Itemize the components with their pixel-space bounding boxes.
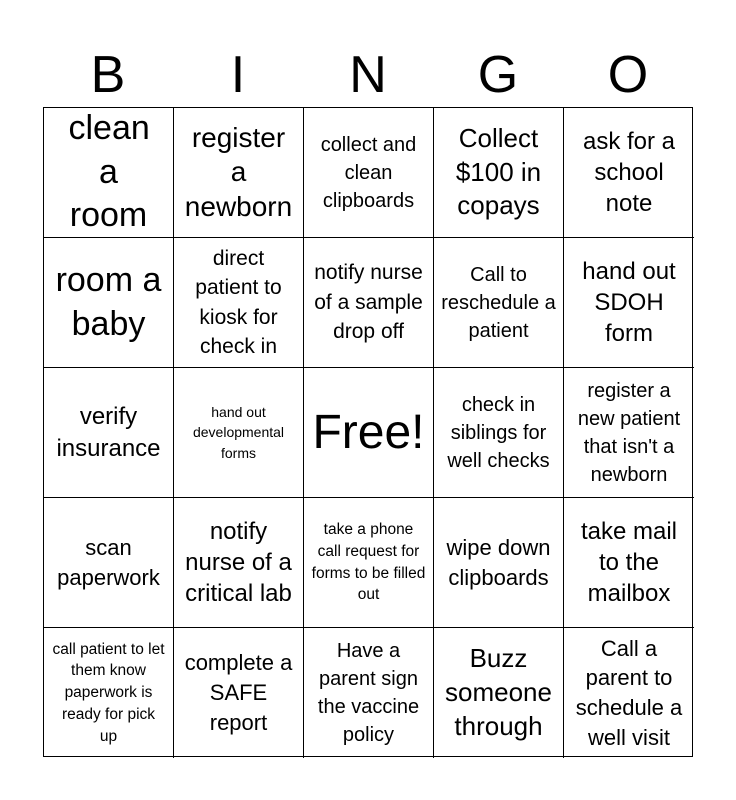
- bingo-cell[interactable]: register a new patient that isn't a newborn: [564, 368, 694, 498]
- bingo-cell[interactable]: call patient to let them know paperwork is ready for pick up: [44, 628, 174, 758]
- bingo-cell[interactable]: clean a room: [44, 108, 174, 238]
- bingo-cell[interactable]: ask for a school note: [564, 108, 694, 238]
- bingo-cell[interactable]: Buzz someone through: [434, 628, 564, 758]
- bingo-cell[interactable]: Call to reschedule a patient: [434, 238, 564, 368]
- bingo-cell[interactable]: collect and clean clipboards: [304, 108, 434, 238]
- bingo-cell[interactable]: scan paperwork: [44, 498, 174, 628]
- header-letter-b: B: [90, 46, 126, 104]
- bingo-cell[interactable]: check in siblings for well checks: [434, 368, 564, 498]
- bingo-cell[interactable]: take a phone call request for forms to be filled out: [304, 498, 434, 628]
- bingo-cell[interactable]: Have a parent sign the vaccine policy: [304, 628, 434, 758]
- bingo-cell[interactable]: complete a SAFE report: [174, 628, 304, 758]
- header-letter-n: N: [349, 46, 387, 104]
- free-space[interactable]: Free!: [304, 368, 434, 498]
- bingo-cell[interactable]: wipe down clipboards: [434, 498, 564, 628]
- header-letter-i: I: [230, 46, 246, 104]
- bingo-cell[interactable]: hand out SDOH form: [564, 238, 694, 368]
- bingo-cell[interactable]: take mail to the mailbox: [564, 498, 694, 628]
- bingo-board: [43, 107, 693, 757]
- bingo-cell[interactable]: room a baby: [44, 238, 174, 368]
- bingo-cell[interactable]: direct patient to kiosk for check in: [174, 238, 304, 368]
- bingo-cell[interactable]: verify insurance: [44, 368, 174, 498]
- bingo-header: [43, 44, 693, 106]
- header-letter-g: G: [477, 46, 519, 104]
- bingo-cell[interactable]: notify nurse of a critical lab: [174, 498, 304, 628]
- header-letter-o: O: [607, 46, 649, 104]
- bingo-cell[interactable]: Collect $100 in copays: [434, 108, 564, 238]
- bingo-cell[interactable]: register a newborn: [174, 108, 304, 238]
- bingo-cell[interactable]: hand out developmental forms: [174, 368, 304, 498]
- bingo-cell[interactable]: Call a parent to schedule a well visit: [575, 635, 683, 750]
- bingo-cell[interactable]: notify nurse of a sample drop off: [304, 238, 434, 368]
